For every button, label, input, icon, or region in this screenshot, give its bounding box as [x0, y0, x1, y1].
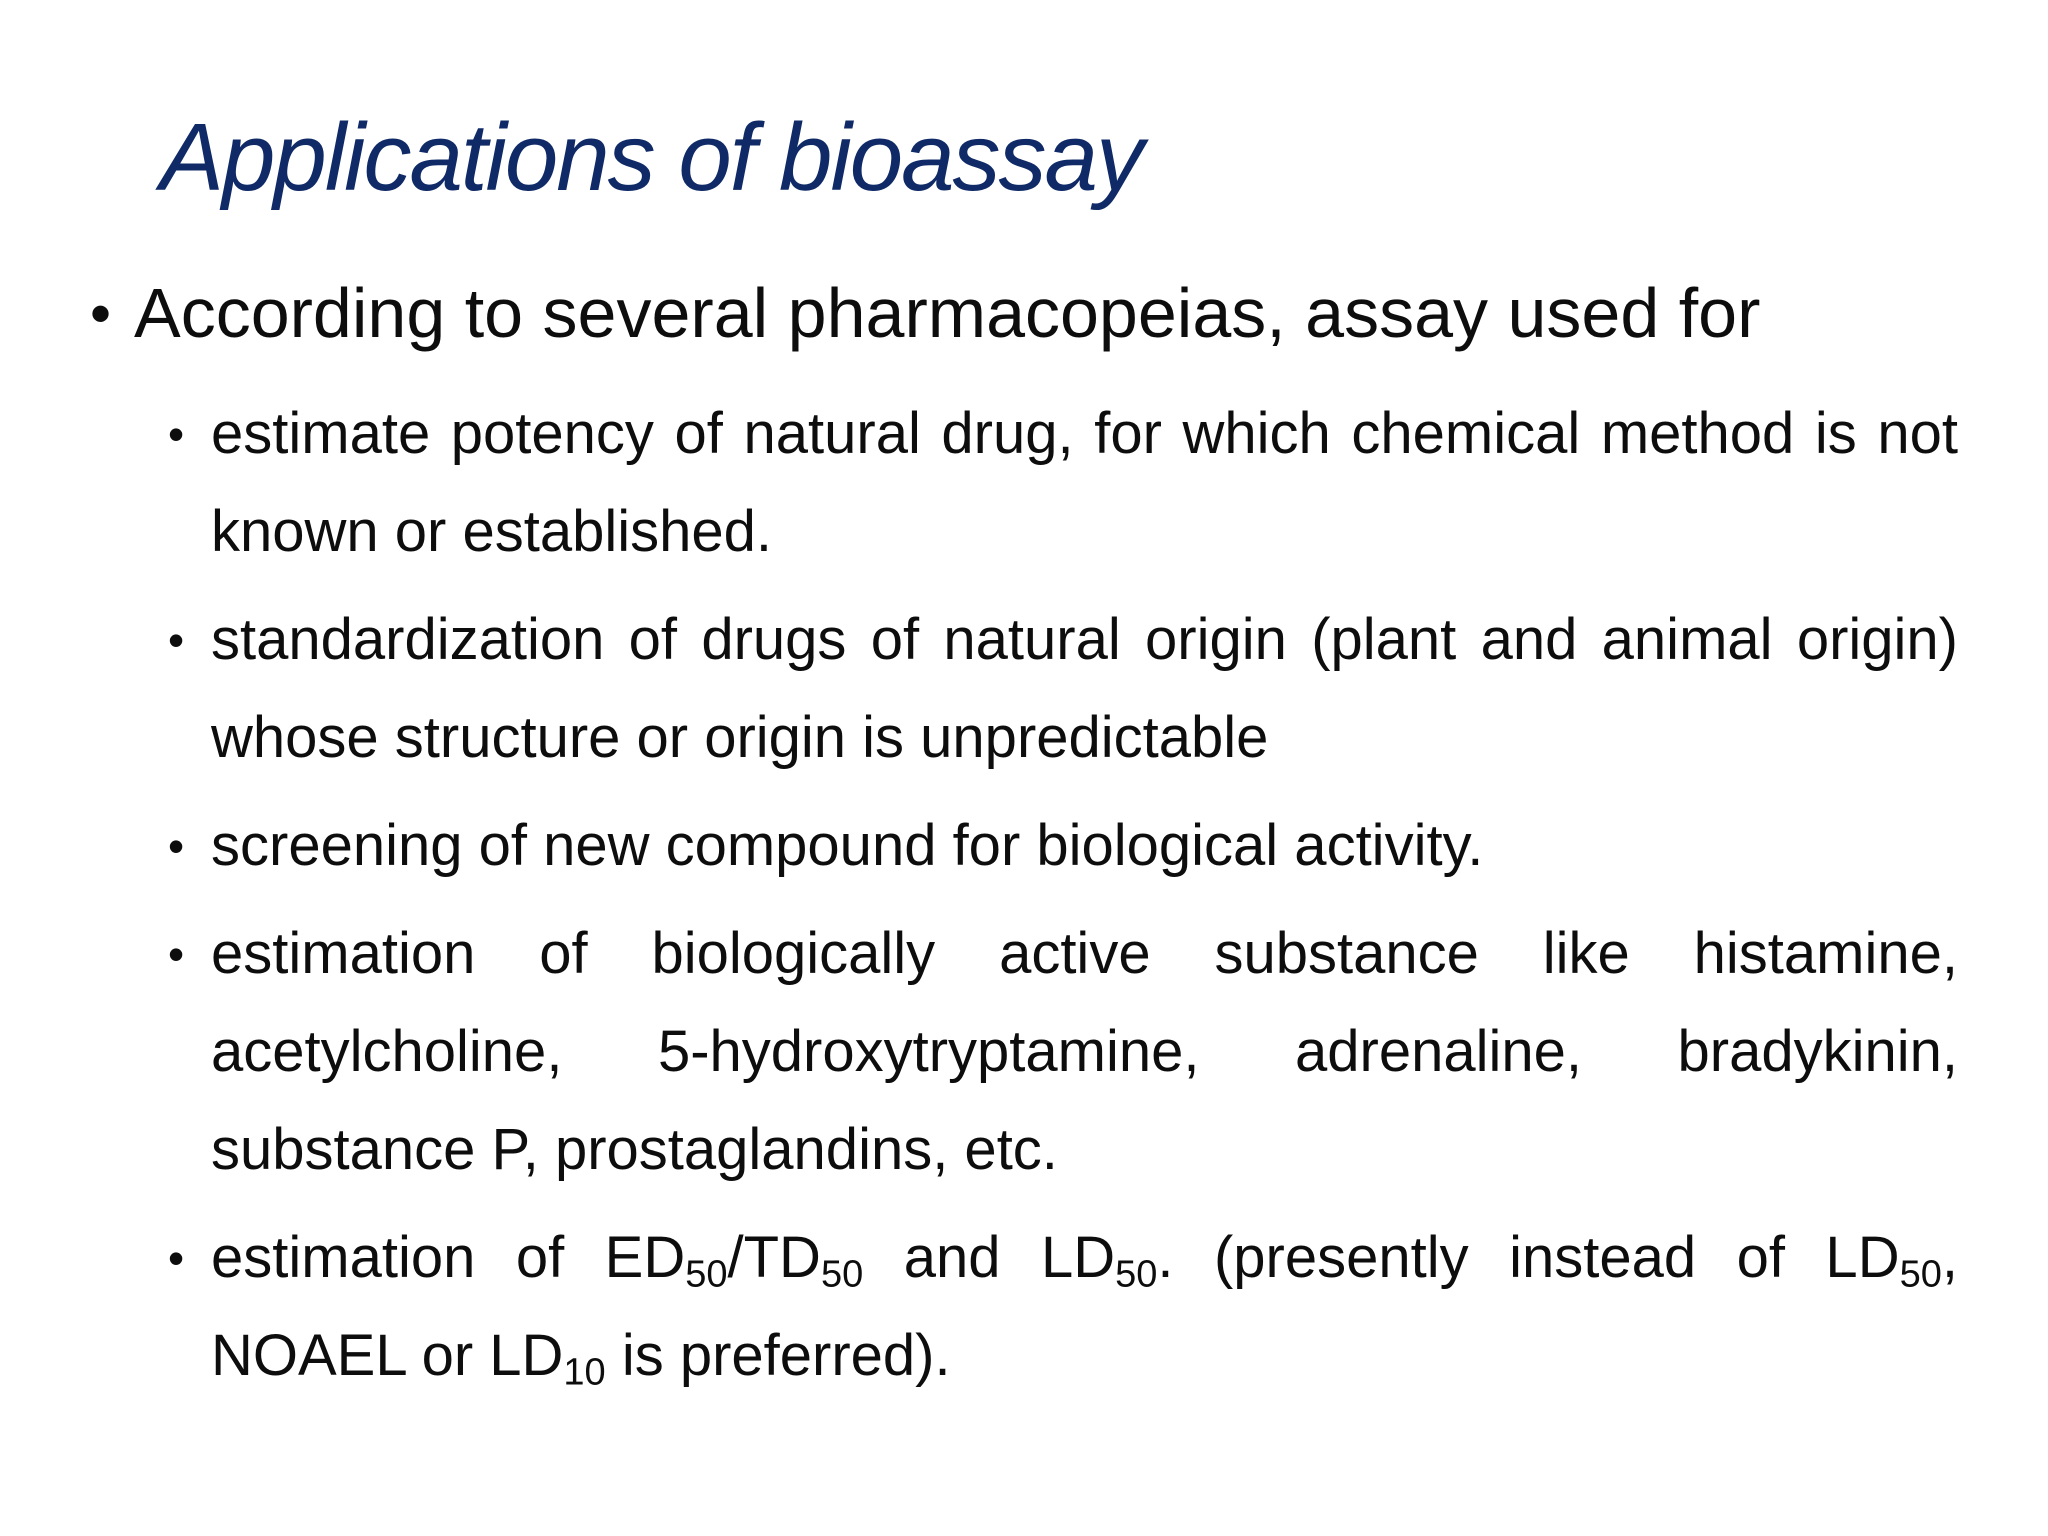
bullet-dot: • — [168, 614, 185, 666]
text-fragment: /TD — [727, 1225, 821, 1290]
bullet-dot: • — [90, 280, 112, 347]
bullet-dot: • — [168, 1232, 185, 1284]
text-fragment: is preferred). — [605, 1323, 951, 1388]
bullet-dot: • — [168, 820, 185, 872]
subscript: 10 — [563, 1351, 606, 1394]
bullet-dot: • — [168, 408, 185, 460]
subscript: 50 — [1115, 1253, 1158, 1296]
subscript: 50 — [820, 1253, 864, 1296]
intro-bullet-text: According to several pharmacopeias, assay used for — [134, 274, 1761, 352]
text-fragment: . (presently instead of LD — [1157, 1225, 1900, 1290]
list-item-text: standardization of drugs of natural origin (plant and animal origin) whose structure or origin is unpredictable — [211, 607, 1958, 770]
text-fragment: and LD — [863, 1225, 1116, 1290]
subscript: 50 — [1899, 1253, 1942, 1296]
intro-bullet — [90, 270, 1970, 358]
subscript: 50 — [685, 1253, 728, 1296]
text-fragment: estimation of ED — [211, 1225, 686, 1290]
bullet-dot: • — [168, 928, 185, 980]
list-item-text — [211, 1209, 1958, 1405]
list-item-standardization — [168, 591, 1958, 787]
list-item-text: estimate potency of natural drug, for which chemical method is not known or established. — [211, 401, 1958, 564]
slide-title: Applications of bioassay — [160, 104, 1142, 211]
list-item-text: estimation of biologically active substance like histamine, acetylcholine, 5-hydroxytryptamine, adrenaline, bradykinin, substance P, prostaglandins, etc. — [211, 921, 1958, 1182]
text-fragment: , NOAEL or LD — [211, 1225, 1958, 1388]
list-item-text: screening of new compound for biological activity. — [211, 813, 1484, 878]
list-item-ed50-td50-ld50 — [168, 1209, 1958, 1405]
list-item-active-substances — [168, 905, 1958, 1199]
list-item-potency — [168, 385, 1958, 581]
applications-list — [168, 385, 1958, 1415]
list-item-screening — [168, 797, 1958, 895]
